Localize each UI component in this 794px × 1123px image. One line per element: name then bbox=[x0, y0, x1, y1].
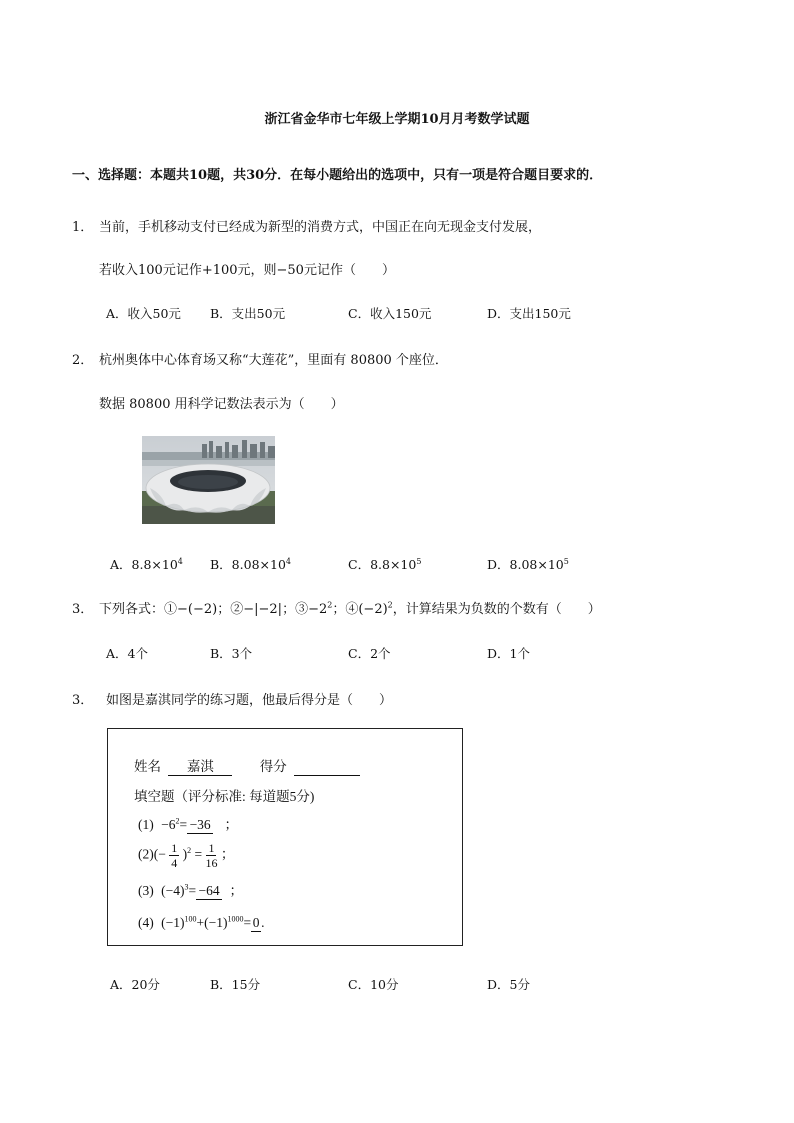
item-3-end: ； bbox=[229, 883, 243, 898]
item-1-exp: 2 bbox=[175, 816, 180, 826]
page-title: 浙江省金华市七年级上学期10月月考数学试题 bbox=[264, 112, 530, 127]
student-worksheet-card bbox=[107, 728, 463, 946]
item-3-base: (−4) bbox=[161, 883, 185, 898]
question-3-text bbox=[99, 598, 601, 617]
q2-option-c-exp: 5 bbox=[416, 556, 422, 566]
q3-expr-4-exp: 2 bbox=[387, 600, 393, 610]
card-item-2 bbox=[138, 841, 234, 870]
question-2-number: 2． bbox=[72, 353, 94, 368]
q1-option-c[interactable]: C．收入150元 bbox=[348, 306, 432, 321]
q3-text-b: ；② bbox=[217, 602, 244, 617]
q3-expr-3 bbox=[308, 602, 332, 617]
question-4-number: 3． bbox=[72, 693, 94, 708]
q3-text-a: 下列各式：① bbox=[99, 602, 178, 617]
item-2-denominator: 4 bbox=[171, 856, 178, 870]
card-item-3 bbox=[138, 879, 243, 900]
q2-option-c[interactable] bbox=[348, 555, 421, 573]
section-heading: 一、选择题：本题共10题，共30分．在每小题给出的选项中，只有一项是符合题目要求的． bbox=[72, 168, 603, 183]
q3-expr-3-exp: 2 bbox=[327, 600, 333, 610]
item-2-label: (2)(− bbox=[138, 846, 166, 862]
item-1-label: (1) bbox=[138, 817, 154, 832]
q2-option-d-exp: 5 bbox=[563, 556, 569, 566]
q2-option-b[interactable] bbox=[210, 555, 291, 573]
item-2-fraction bbox=[169, 841, 179, 870]
item-4-base: (−1) bbox=[161, 915, 185, 930]
q1-option-b[interactable]: B．支出50元 bbox=[210, 306, 286, 321]
q3-expr-2: −|−2| bbox=[243, 602, 283, 617]
question-1-line-1: 当前，手机移动支付已经成为新型的消费方式，中国正在向无现金支付发展， bbox=[99, 220, 542, 235]
card-item-4 bbox=[138, 915, 264, 932]
question-1-line-2: 若收入100元记作+100元，则−50元记作（ ） bbox=[99, 263, 395, 278]
q2-option-c-base: C．8.8×10 bbox=[348, 557, 417, 572]
q2-option-b-exp: 4 bbox=[285, 556, 291, 566]
q4-option-d[interactable]: D．5分 bbox=[487, 977, 530, 992]
q4-option-b[interactable]: B．15分 bbox=[210, 977, 261, 992]
item-3-answer: −64 bbox=[196, 883, 222, 900]
item-1-equals: = bbox=[179, 817, 188, 832]
q1-option-a[interactable]: A．收入50元 bbox=[106, 306, 181, 321]
item-1-end: ； bbox=[224, 817, 238, 832]
item-2-equals: = bbox=[191, 846, 206, 862]
q3-option-a[interactable]: A．4个 bbox=[106, 646, 148, 661]
question-4-line-1: 如图是嘉淇同学的练习题，他最后得分是（ ） bbox=[106, 693, 393, 708]
question-2-line-2: 数据 80800 用科学记数法表示为（ ） bbox=[99, 397, 344, 412]
item-2-result-fraction bbox=[205, 841, 217, 870]
card-name-row bbox=[134, 755, 360, 776]
card-item-1 bbox=[138, 813, 238, 834]
q3-expr-3-base: −2 bbox=[308, 602, 328, 617]
question-1-number: 1． bbox=[72, 220, 94, 235]
item-2-numerator: 1 bbox=[171, 841, 178, 855]
question-2-line-1: 杭州奥体中心体育场又称“大莲花”，里面有 80800 个座位． bbox=[99, 353, 448, 368]
item-1-answer: −36 bbox=[187, 817, 213, 834]
q3-option-d[interactable]: D．1个 bbox=[487, 646, 530, 661]
item-3-equals: = bbox=[188, 883, 197, 898]
stadium-photo bbox=[142, 436, 275, 524]
q4-option-c[interactable]: C．10分 bbox=[348, 977, 399, 992]
item-4-exp-2: 1000 bbox=[227, 914, 244, 924]
question-3-number: 3． bbox=[72, 602, 94, 617]
item-1-base: −6 bbox=[161, 817, 176, 832]
q2-option-d-base: D．8.08×10 bbox=[487, 557, 564, 572]
card-score-blank bbox=[294, 759, 360, 776]
item-3-label: (3) bbox=[138, 883, 154, 898]
q3-expr-4-base: (−2) bbox=[358, 602, 388, 617]
q4-option-a[interactable]: A．20分 bbox=[110, 977, 160, 992]
q2-option-a-exp: 4 bbox=[177, 556, 183, 566]
item-2-end: ； bbox=[220, 846, 235, 862]
q2-option-a-base: A．8.8×10 bbox=[110, 557, 178, 572]
item-4-end: . bbox=[261, 915, 265, 930]
q3-text-d: ；④ bbox=[332, 602, 359, 617]
item-3-exp: 3 bbox=[184, 882, 189, 892]
item-2-result-numerator: 1 bbox=[208, 841, 215, 855]
q2-option-b-base: B．8.08×10 bbox=[210, 557, 286, 572]
card-name-label: 姓名 bbox=[134, 759, 161, 774]
stadium-image bbox=[142, 436, 275, 524]
card-heading: 填空题（评分标准: 每道题5分) bbox=[134, 789, 315, 804]
item-2-paren: ) bbox=[182, 846, 188, 862]
q3-expr-1: −(−2) bbox=[177, 602, 218, 617]
q3-option-c[interactable]: C．2个 bbox=[348, 646, 391, 661]
q2-option-d[interactable] bbox=[487, 555, 569, 573]
q3-text-c: ；③ bbox=[282, 602, 309, 617]
item-4-answer: 0 bbox=[252, 915, 260, 930]
item-4-exp-1: 100 bbox=[184, 914, 197, 924]
card-score-label: 得分 bbox=[259, 759, 287, 774]
q2-option-a[interactable] bbox=[110, 555, 183, 573]
q3-option-b[interactable]: B．3个 bbox=[210, 646, 253, 661]
item-4-equals: = bbox=[243, 915, 252, 930]
q3-text-e: ，计算结果为负数的个数有（ ） bbox=[392, 602, 601, 617]
q3-expr-4 bbox=[358, 602, 392, 617]
item-2-result-denominator: 16 bbox=[205, 856, 218, 870]
item-4-label: (4) bbox=[138, 915, 154, 930]
item-2-exp: 2 bbox=[187, 846, 192, 856]
item-4-plus: +(−1) bbox=[196, 915, 228, 930]
q1-option-d[interactable]: D．支出150元 bbox=[487, 306, 571, 321]
card-name-value: 嘉淇 bbox=[168, 755, 232, 776]
